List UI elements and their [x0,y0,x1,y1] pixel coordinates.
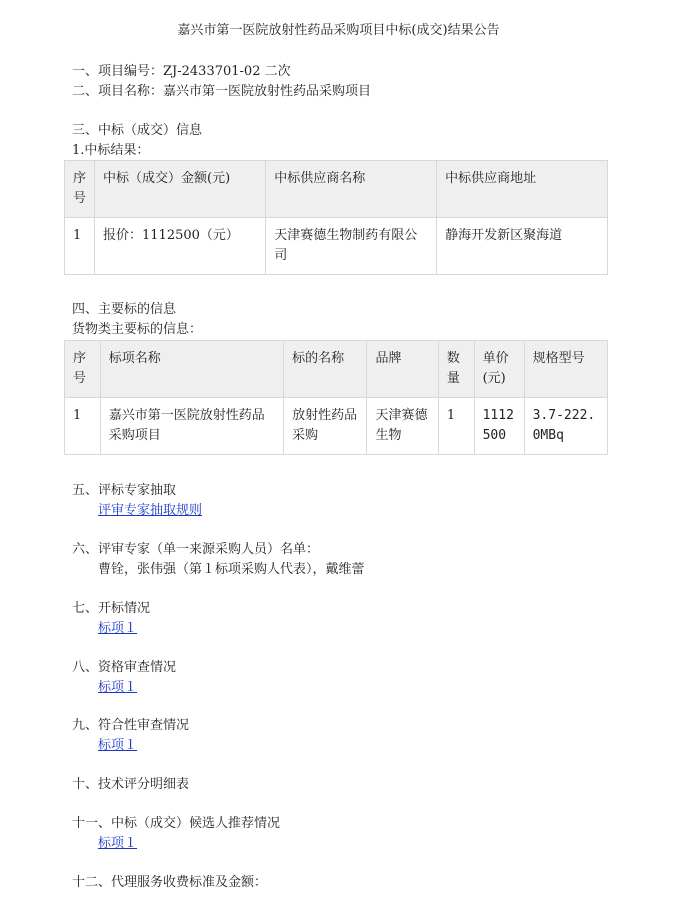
section-main-items: 四、主要标的信息 [72,302,177,317]
col-header-brand: 品牌 [367,341,438,398]
expert-names: 曹铨，张伟强（第１标项采购人代表），戴维蕾 [98,562,365,577]
project-number: 一、项目编号：ZJ-2433701-02 二次 [72,64,291,79]
award-result-table [64,160,608,275]
section-expert-list: 六、评审专家（单一来源采购人员）名单： [72,542,320,557]
col-header-spec: 规格型号 [524,341,607,398]
table-row [65,398,608,455]
qualification-review-lot-link[interactable]: 标项１ [98,680,138,695]
col-header-item-name: 标项名称 [100,341,283,398]
cell-subject-name: 放射性药品采购 [284,398,367,455]
cell-index: 1 [65,218,95,275]
section-expert-selection: 五、评标专家抽取 [72,483,177,498]
col-header-quantity: 数量 [438,341,474,398]
col-header-index: 序号 [65,161,95,218]
col-header-supplier-name: 中标供应商名称 [266,161,437,218]
bid-opening-lot-link[interactable]: 标项１ [98,621,138,636]
award-result-label: 1.中标结果： [72,143,150,158]
cell-index: 1 [65,398,101,455]
col-header-unit-price: 单价(元) [474,341,524,398]
section-award-info: 三、中标（成交）信息 [72,123,203,138]
cell-amount: 报价：1112500（元） [95,218,266,275]
table-row [65,218,608,275]
compliance-review-lot-link[interactable]: 标项１ [98,738,138,753]
cell-item-name: 嘉兴市第一医院放射性药品采购项目 [100,398,283,455]
col-header-subject-name: 标的名称 [284,341,367,398]
goods-items-label: 货物类主要标的信息： [72,322,203,337]
col-header-supplier-address: 中标供应商地址 [437,161,608,218]
col-header-index: 序号 [65,341,101,398]
candidate-recommendation-lot-link[interactable]: 标项１ [98,836,138,851]
cell-unit-price: 1112500 [474,398,524,455]
project-name: 二、项目名称：嘉兴市第一医院放射性药品采购项目 [72,84,372,99]
section-agency-fee: 十二、代理服务收费标准及金额： [72,875,268,890]
cell-supplier-name: 天津赛德生物制药有限公司 [266,218,437,275]
section-technical-scores: 十、技术评分明细表 [72,777,190,792]
col-header-amount: 中标（成交）金额(元) [95,161,266,218]
section-compliance-review: 九、符合性审查情况 [72,718,190,733]
table-header-row [65,161,608,218]
expert-selection-rules-link[interactable]: 评审专家抽取规则 [98,503,203,518]
section-candidate-recommendation: 十一、中标（成交）候选人推荐情况 [72,816,281,831]
main-items-table [64,340,608,455]
cell-brand: 天津赛德生物 [367,398,438,455]
page-title: 嘉兴市第一医院放射性药品采购项目中标(成交)结果公告 [177,23,500,38]
section-bid-opening: 七、开标情况 [72,601,151,616]
cell-spec: 3.7-222.0MBq [524,398,607,455]
cell-quantity: 1 [438,398,474,455]
table-header-row [65,341,608,398]
section-qualification-review: 八、资格审查情况 [72,660,177,675]
cell-supplier-address: 静海开发新区聚海道 [437,218,608,275]
